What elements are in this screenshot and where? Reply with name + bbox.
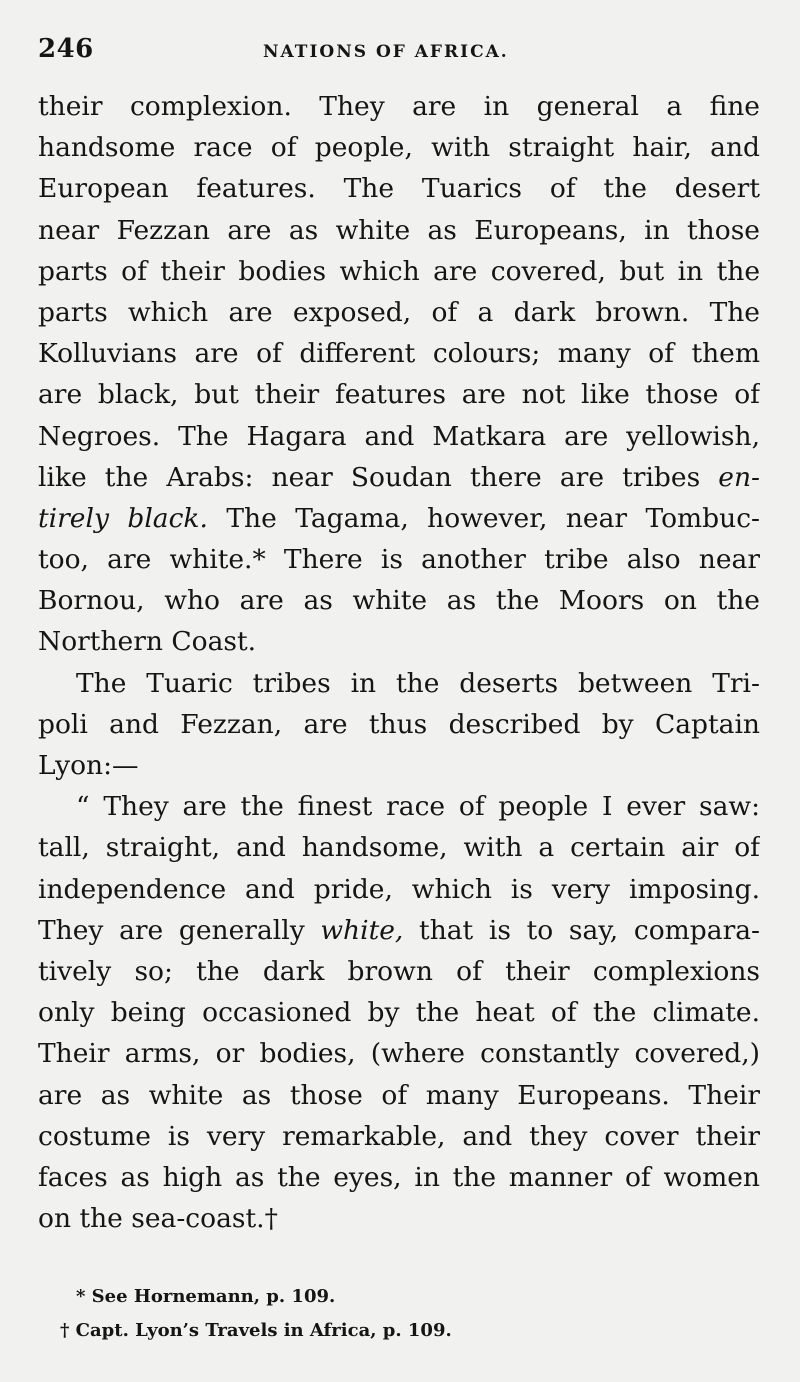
running-title: NATIONS OF AFRICA. bbox=[263, 42, 509, 62]
text-line: parts which are exposed, of a dark brown. The bbox=[38, 296, 760, 328]
footnote: † Capt. Lyon’s Travels in Africa, p. 109. bbox=[60, 1320, 452, 1341]
text-line: Kolluvians are of different colours; many of them bbox=[38, 338, 760, 370]
footnotes bbox=[38, 1280, 760, 1348]
text-line: are black, but their features are not like those of bbox=[38, 379, 760, 411]
text-line: near Fezzan are as white as Europeans, in those bbox=[38, 214, 760, 246]
text-line: faces as high as the eyes, in the manner of women bbox=[38, 1161, 760, 1193]
text-line: too, are white.* There is another tribe also near bbox=[38, 544, 760, 576]
text-line: on the sea-coast.† bbox=[38, 1203, 278, 1235]
text-line: They are generally white, that is to say, compara- bbox=[38, 914, 760, 946]
text-line: independence and pride, which is very imposing. bbox=[38, 873, 760, 905]
text-line: Northern Coast. bbox=[38, 626, 257, 658]
text-line: handsome race of people, with straight hair, and bbox=[38, 132, 760, 164]
footnote: * See Hornemann, p. 109. bbox=[76, 1286, 336, 1307]
text-line: their complexion. They are in general a fine bbox=[38, 91, 760, 122]
text-line: are as white as those of many Europeans. Their bbox=[38, 1079, 760, 1111]
text-line: European features. The Tuarics of the desert bbox=[38, 173, 760, 205]
italic-text: tirely black. bbox=[38, 502, 208, 534]
text-line: only being occasioned by the heat of the climate. bbox=[38, 997, 760, 1029]
text-line: costume is very remarkable, and they cover their bbox=[38, 1120, 760, 1152]
text-line: tall, straight, and handsome, with a certain air of bbox=[38, 832, 760, 864]
text-line: like the Arabs: near Soudan there are tribes en- bbox=[38, 461, 760, 493]
text-line: tively so; the dark brown of their complexions bbox=[38, 955, 760, 987]
text-line: Lyon:— bbox=[38, 750, 139, 781]
page-header bbox=[38, 34, 762, 70]
text-line: “ They are the finest race of people I ever saw: bbox=[76, 791, 760, 823]
italic-text: white, bbox=[320, 914, 404, 946]
text-line: Negroes. The Hagara and Matkara are yellowish, bbox=[38, 420, 760, 452]
text-line: The Tuaric tribes in the deserts between Tri- bbox=[76, 667, 760, 699]
italic-text: en- bbox=[718, 461, 760, 493]
text-line: parts of their bodies which are covered, but in the bbox=[38, 255, 760, 287]
text-line: Bornou, who are as white as the Moors on the bbox=[38, 585, 760, 617]
text-line: poli and Fezzan, are thus described by Captain bbox=[38, 708, 760, 740]
text-line: Their arms, or bodies, (where constantly covered,) bbox=[38, 1038, 760, 1070]
body-text bbox=[38, 86, 760, 1239]
text-line: tirely black. The Tagama, however, near Tombuc- bbox=[38, 502, 760, 534]
page-number: 246 bbox=[38, 34, 94, 64]
